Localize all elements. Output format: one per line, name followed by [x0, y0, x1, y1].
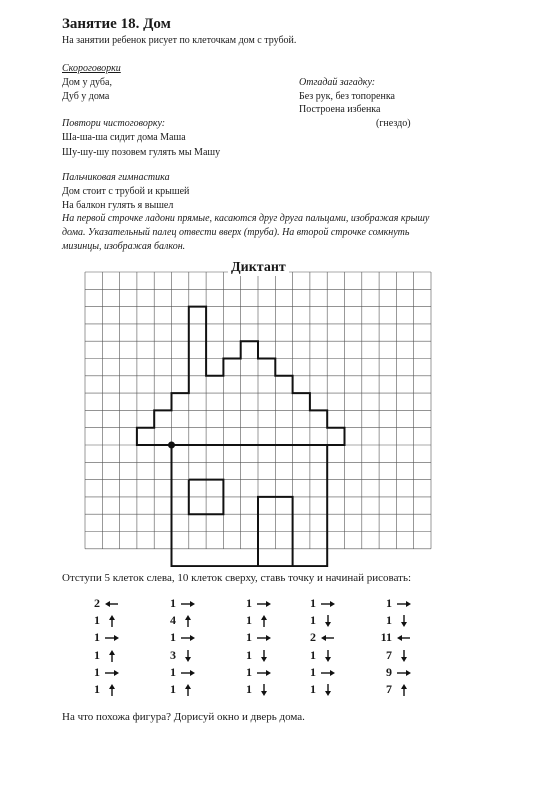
riddle-line-2: Построена избенка [299, 104, 381, 115]
arrow-down-icon [320, 684, 336, 696]
house-walls [172, 445, 328, 566]
step-count: 1 [246, 613, 252, 627]
step-count: 2 [94, 596, 100, 610]
arrow-right-icon [320, 598, 336, 610]
chistogovorka-label: Повтори чистоговорку: [62, 118, 166, 129]
dictation-step [376, 630, 412, 645]
arrow-down-icon [256, 684, 272, 696]
step-count: 1 [94, 665, 100, 679]
step-count: 11 [380, 630, 392, 644]
step-count: 7 [386, 682, 392, 696]
step-count: 1 [246, 665, 252, 679]
arrow-right-icon [256, 632, 272, 644]
dictation-step [300, 630, 336, 645]
riddle-answer: (гнездо) [376, 118, 411, 129]
dictation-step [160, 630, 196, 645]
finger-instruction-3: мизинцы, изображая балкон. [62, 241, 186, 252]
step-count: 1 [310, 596, 316, 610]
arrow-down-icon [256, 650, 272, 662]
step-count: 2 [310, 630, 316, 644]
dictation-step [236, 630, 272, 645]
dictation-step [236, 613, 272, 628]
dictation-grid [84, 262, 454, 572]
step-count: 7 [386, 648, 392, 662]
dictation-instruction: Отступи 5 клеток слева, 10 клеток сверху, ставь точку и начинай рисовать: [62, 572, 412, 584]
riddle-label: Отгадай загадку: [299, 77, 376, 88]
arrow-down-icon [180, 650, 196, 662]
dictation-step [160, 682, 196, 697]
finger-instruction-1: На первой строчке ладони прямые, касаются друг друга пальцами, изображая крышу [62, 213, 430, 224]
dictation-step [84, 682, 120, 697]
dictation-step [376, 665, 412, 680]
arrow-right-icon [104, 632, 120, 644]
step-count: 1 [310, 682, 316, 696]
skorogovorki-label: Скороговорки [62, 63, 121, 74]
dictation-step [236, 665, 272, 680]
skorogovorka-line-2: Дуб у дома [62, 91, 110, 102]
arrow-down-icon [320, 615, 336, 627]
step-count: 1 [170, 596, 176, 610]
dictation-step [300, 613, 336, 628]
arrow-right-icon [180, 598, 196, 610]
finger-line-2: На балкон гулять я вышел [62, 200, 174, 211]
dictation-step [236, 682, 272, 697]
step-count: 1 [246, 682, 252, 696]
arrow-down-icon [396, 650, 412, 662]
arrow-down-icon [320, 650, 336, 662]
step-count: 1 [246, 596, 252, 610]
arrow-right-icon [396, 667, 412, 679]
dictation-title: Диктант [228, 260, 289, 276]
step-count: 1 [170, 665, 176, 679]
dictation-step [160, 596, 196, 611]
finger-label: Пальчиковая гимнастика [62, 172, 170, 183]
lesson-subtitle: На занятии ребенок рисует по клеточкам дом с трубой. [62, 35, 297, 46]
arrow-right-icon [256, 598, 272, 610]
dictation-step [300, 648, 336, 663]
arrow-right-icon [180, 667, 196, 679]
step-count: 9 [386, 665, 392, 679]
arrow-right-icon [320, 667, 336, 679]
step-count: 1 [310, 648, 316, 662]
dictation-step [84, 630, 120, 645]
dictation-step [84, 596, 120, 611]
arrow-up-icon [104, 684, 120, 696]
arrow-up-icon [180, 684, 196, 696]
step-count: 4 [170, 613, 176, 627]
dictation-step [376, 648, 412, 663]
arrow-right-icon [180, 632, 196, 644]
arrow-left-icon [320, 632, 336, 644]
dictation-step [300, 682, 336, 697]
step-count: 1 [310, 613, 316, 627]
step-count: 3 [170, 648, 176, 662]
grid-drawing [84, 262, 454, 567]
arrow-right-icon [104, 667, 120, 679]
start-dot [168, 442, 175, 449]
lesson-title: Занятие 18. Дом [62, 16, 171, 32]
arrow-up-icon [396, 684, 412, 696]
skorogovorka-line-1: Дом у дуба, [62, 77, 112, 88]
dictation-step [160, 613, 196, 628]
step-count: 1 [170, 630, 176, 644]
step-count: 1 [310, 665, 316, 679]
dictation-step [160, 665, 196, 680]
dictation-step [376, 613, 412, 628]
riddle-line-1: Без рук, без топоренка [299, 91, 395, 102]
arrow-up-icon [104, 615, 120, 627]
dictation-step [376, 682, 412, 697]
step-count: 1 [386, 596, 392, 610]
dictation-step [376, 596, 412, 611]
dictation-step [84, 613, 120, 628]
arrow-right-icon [396, 598, 412, 610]
dictation-step [300, 665, 336, 680]
arrow-right-icon [256, 667, 272, 679]
step-count: 1 [94, 630, 100, 644]
step-count: 1 [246, 630, 252, 644]
dictation-step [236, 648, 272, 663]
step-count: 1 [94, 682, 100, 696]
step-count: 1 [94, 648, 100, 662]
step-count: 1 [386, 613, 392, 627]
final-question: На что похожа фигура? Дорисуй окно и дверь дома. [62, 711, 305, 723]
dictation-step [84, 648, 120, 663]
dictation-step [236, 596, 272, 611]
chistogovorka-line-1: Ша-ша-ша сидит дома Маша [62, 132, 186, 143]
arrow-up-icon [180, 615, 196, 627]
arrow-up-icon [256, 615, 272, 627]
dictation-step [160, 648, 196, 663]
step-count: 1 [94, 613, 100, 627]
arrow-down-icon [396, 615, 412, 627]
finger-line-1: Дом стоит с трубой и крышей [62, 186, 190, 197]
finger-instruction-2: дома. Указательный палец отвести вверх (труба). На второй строчке сомкнуть [62, 227, 410, 238]
step-count: 1 [170, 682, 176, 696]
arrow-left-icon [396, 632, 412, 644]
step-count: 1 [246, 648, 252, 662]
dictation-step [84, 665, 120, 680]
arrow-up-icon [104, 650, 120, 662]
dictation-step [300, 596, 336, 611]
chistogovorka-line-2: Шу-шу-шу позовем гулять мы Машу [62, 147, 221, 158]
arrow-left-icon [104, 598, 120, 610]
